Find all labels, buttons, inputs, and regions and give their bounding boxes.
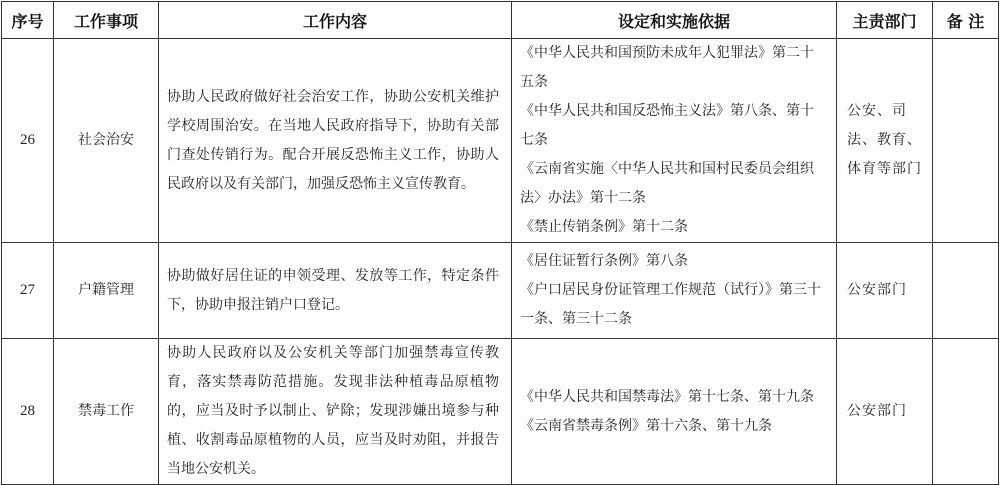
row-basis <box>512 39 837 243</box>
row-number: 28 <box>2 339 54 485</box>
row-note <box>933 243 999 339</box>
basis-line: 《禁止传销条例》第十二条 <box>520 219 688 235</box>
row-basis <box>512 339 837 485</box>
basis-line: 《中华人民共和国预防未成年人犯罪法》第二十五条 <box>520 45 814 90</box>
row-number: 27 <box>2 243 54 339</box>
header-note: 备 注 <box>933 2 999 39</box>
row-note <box>933 39 999 243</box>
basis-line: 《云南省禁毒条例》第十六条、第十九条 <box>520 417 772 434</box>
row-item: 社会治安 <box>54 39 159 243</box>
row-content: 协助做好居住证的申领受理、发放等工作，特定条件下，协助申报注销户口登记。 <box>159 243 512 339</box>
row-content: 协助人民政府做好社会治安工作，协助公安机关维护学校周围治安。在当地人民政府指导下，协助有关部门查处传销行为。配合开展反恐怖主义工作，协助人民政府以及有关部门，加强反恐怖主义宣传教育。 <box>159 39 512 243</box>
header-item: 工作事项 <box>54 2 159 39</box>
header-basis: 设定和实施依据 <box>512 2 837 39</box>
header-content: 工作内容 <box>159 2 512 39</box>
row-item: 禁毒工作 <box>54 339 159 485</box>
basis-line: 《云南省实施〈中华人民共和国村民委员会组织法〉办法》第十二条 <box>520 161 814 206</box>
basis-line: 《居住证暂行条例》第八条 <box>520 253 688 269</box>
header-no: 序号 <box>2 2 54 39</box>
table-row <box>2 243 999 339</box>
basis-line: 《中华人民共和国反恐怖主义法》第八条、第十七条 <box>520 103 814 148</box>
header-row <box>2 2 999 39</box>
row-basis <box>512 243 837 339</box>
table-row <box>2 339 999 485</box>
row-number: 26 <box>2 39 54 243</box>
table-row <box>2 39 999 243</box>
basis-line: 《户口居民身份证管理工作规范（试行）》第三十一条、第三十二条 <box>520 282 821 327</box>
row-dept: 公安部门 <box>837 243 933 339</box>
row-note <box>933 339 999 485</box>
basis-line: 《中华人民共和国禁毒法》第十七条、第十九条 <box>520 388 814 405</box>
row-item: 户籍管理 <box>54 243 159 339</box>
duty-table <box>1 1 999 485</box>
row-dept: 公安部门 <box>837 339 933 485</box>
row-content: 协助人民政府以及公安机关等部门加强禁毒宣传教育，落实禁毒防范措施。发现非法种植毒品原植物的，应当及时予以制止、铲除；发现涉嫌出境参与种植、收割毒品原植物的人员，应当及时劝阻，并报告当地公安机关。 <box>159 339 512 485</box>
header-dept: 主责部门 <box>837 2 933 39</box>
row-dept: 公安、司法、教育、体育等部门 <box>837 39 933 243</box>
